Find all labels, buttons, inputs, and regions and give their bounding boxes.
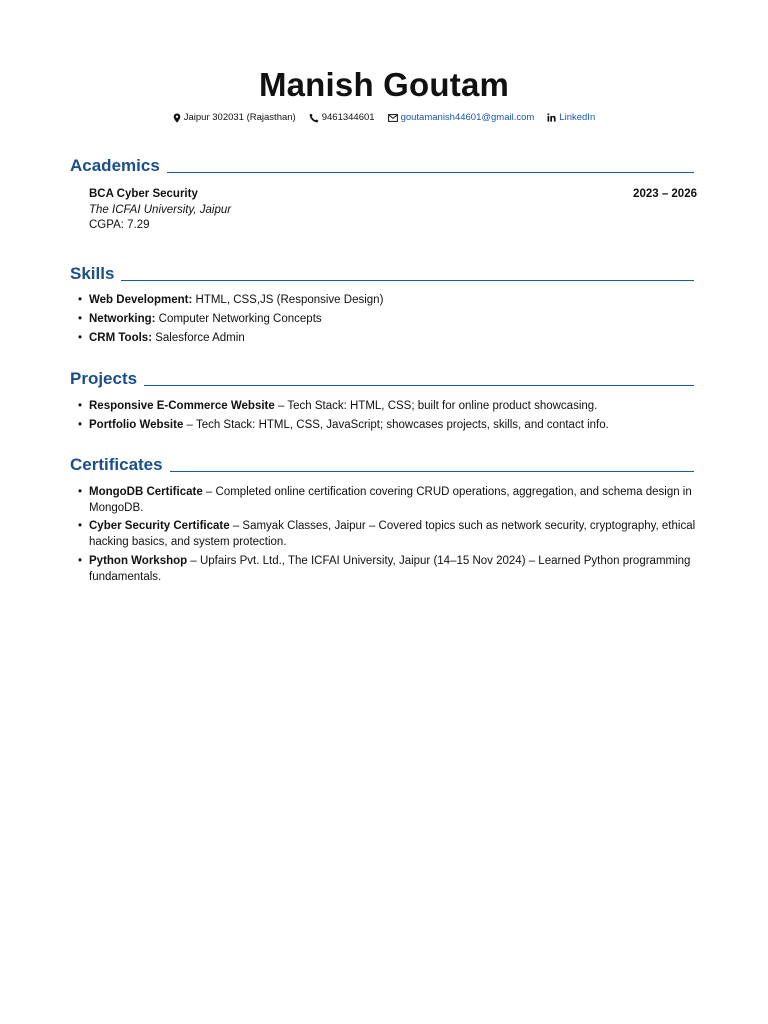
certificates-list — [78, 485, 697, 588]
degree-name: BCA Cyber Security — [89, 188, 198, 200]
certificates-rule — [170, 471, 694, 472]
projects-rule — [144, 385, 694, 386]
project-item: • Responsive E-Commerce Website – Tech Stack: HTML, CSS; built for online product showcasing. — [78, 400, 598, 412]
skills-rule — [121, 280, 694, 281]
skills-title: Skills — [70, 264, 115, 283]
location-text: Jaipur 302031 (Rajasthan) — [183, 112, 296, 123]
contact-email[interactable] — [388, 112, 535, 123]
skill-item: • CRM Tools: Salesforce Admin — [78, 331, 245, 344]
skill-item: • Networking: Computer Networking Concepts — [78, 312, 322, 325]
contact-bar — [0, 112, 768, 123]
linkedin-icon — [547, 113, 556, 122]
project-item: • Portfolio Website – Tech Stack: HTML, CSS, JavaScript; showcases projects, skills, and contact info. — [78, 418, 609, 431]
resume-name: Manish Goutam — [258, 66, 510, 103]
email-link[interactable]: goutamanish44601@gmail.com — [400, 112, 535, 123]
projects-title: Projects — [70, 369, 138, 388]
certificate-item: • Python Workshop – Upfairs Pvt. Ltd., The ICFAI University, Jaipur (14–15 Nov 2024) – Learned Python programming fundamentals. — [78, 554, 691, 583]
certificate-item: • Cyber Security Certificate – Samyak Classes, Jaipur – Covered topics such as network security, cryptography, ethical hacking basics, and system protection. — [78, 520, 696, 549]
contact-linkedin[interactable] — [547, 112, 595, 123]
contact-phone — [309, 112, 375, 123]
academics-entry — [89, 187, 697, 234]
projects-list — [78, 399, 697, 437]
academics-rule — [167, 172, 694, 173]
certificates-heading — [70, 456, 694, 474]
certificates-title: Certificates — [70, 455, 163, 474]
degree-dates: 2023 – 2026 — [633, 188, 697, 200]
skill-item: • Web Development: HTML, CSS,JS (Responsive Design) — [78, 294, 384, 306]
skills-list — [78, 293, 697, 350]
envelope-icon — [388, 114, 398, 122]
academics-heading — [70, 157, 694, 175]
institution-name: The ICFAI University, Jaipur — [89, 203, 232, 216]
linkedin-link[interactable]: LinkedIn — [559, 112, 596, 123]
projects-heading — [70, 370, 694, 388]
phone-text: 9461344601 — [321, 112, 375, 123]
map-pin-icon — [173, 113, 181, 123]
phone-icon — [309, 113, 319, 123]
academics-title: Academics — [70, 156, 160, 175]
certificate-item: • MongoDB Certificate – Completed online certification covering CRUD operations, aggregation, and schema design in MongoDB. — [78, 486, 692, 514]
cgpa-text: CGPA: 7.29 — [89, 219, 150, 231]
contact-location — [173, 112, 296, 123]
skills-heading — [70, 265, 694, 283]
